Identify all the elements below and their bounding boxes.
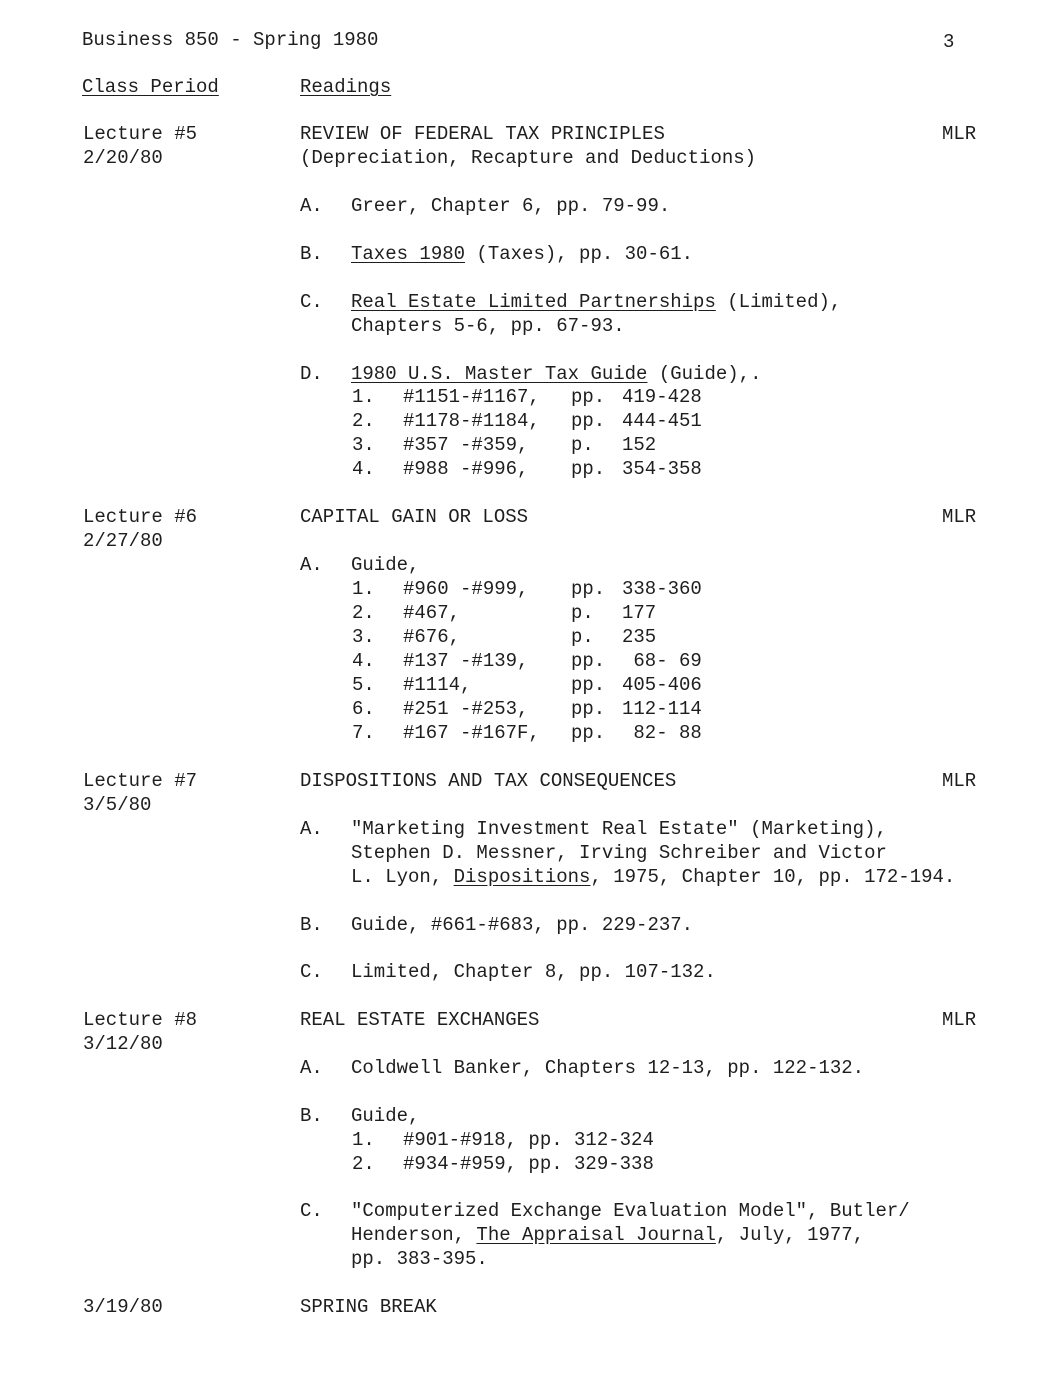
reading-text-cont: Stephen D. Messner, Irving Schreiber and Victor	[351, 842, 887, 864]
reading-text: Coldwell Banker, Chapters 12-13, pp. 122-132.	[351, 1057, 865, 1079]
instructor-initials: MLR	[942, 123, 977, 145]
lecture-title: CAPITAL GAIN OR LOSS	[300, 506, 529, 528]
lecture-label: Lecture #5	[83, 123, 198, 145]
reading-text-cont: L. Lyon, Dispositions, 1975, Chapter 10, pp. 172-194.	[351, 866, 956, 888]
reading-letter: C.	[300, 1200, 323, 1222]
reading-letter: A.	[300, 1057, 323, 1079]
instructor-initials: MLR	[942, 1009, 977, 1031]
reading-text: "Computerized Exchange Evaluation Model", Butler/	[351, 1200, 910, 1222]
reading-title: Real Estate Limited Partnerships	[351, 291, 716, 313]
reading-text: "Marketing Investment Real Estate" (Marketing),	[351, 818, 887, 840]
lecture-date: 3/5/80	[83, 794, 152, 816]
reading-text: Guide,	[351, 1105, 420, 1127]
lecture-title: REAL ESTATE EXCHANGES	[300, 1009, 540, 1031]
reading-title: The Appraisal Journal	[476, 1224, 716, 1246]
instructor-initials: MLR	[942, 506, 977, 528]
reading-letter: A.	[300, 554, 323, 576]
reading-text: Limited, Chapter 8, pp. 107-132.	[351, 961, 716, 983]
lecture-label: Lecture #6	[83, 506, 198, 528]
reading-title: Taxes 1980	[351, 243, 466, 265]
syllabus-page: Business 850 - Spring 1980 3 Class Period Readings Lecture #5 2/20/80 REVIEW OF FEDERAL TAX PRINCIPLES (Depreciation, Recapture and Deductions) MLR A. Greer, Chapter 6, pp. 79-99. B. Taxes 1980 (Taxes), pp. 30-61. C. Real Estate Limited Partnerships (Limited), Chapters 5-6, pp. 67-93. D. 1980 U.S. Master Tax Guide (Guide),. 1. #1151-#1167, pp. 419-428 2. #1178-#1184, pp. 444-451 3. #357 -#359, p. 152 4. #988 -#996, pp. 354-358 Lecture #6 2/27/80 CAPITAL GAIN OR LOSS MLR A. Guide, 1. #960 -#999, pp. 338-360 2. #467, p. 177 3. #676, p. 235 4. #137 -#139, pp. 68- 69 5. #1114, pp. 405-406 6. #251 -#253, pp. 112-114 7. #167 -#167F, pp. 82- 88 Lecture #7 3/5/80 DISPOSITIONS AND TAX CONSEQUENCES MLR A. "Marketing Investment Real Estate" (Marketing), Stephen D. Messner, Irving Schreiber and Victor L. Lyon, Dispositions, 1975, Chapter 10, pp. 172-194. B. Guide, #661-#683, pp. 229-237. C. Limited, Chapter 8, pp. 107-132. Lecture #8 3/12/80 REAL ESTATE EXCHANGES MLR A. Coldwell Banker, Chapters 12-13, pp. 122-132. B. Guide, 1. #901-#918, pp. 312-324 2. #934-#959, pp. 329-338 C. "Computerized Exchange Evaluation Model", Butler/ Henderson, The Appraisal Journal, July, 1977, pp. 383-395. 3/19/80 SPRING BREAK	[82, 29, 977, 1318]
reading-letter: B.	[300, 243, 323, 265]
reading-letter: C.	[300, 961, 323, 983]
reading-text-cont: Henderson, The Appraisal Journal, July, 1977,	[351, 1224, 865, 1246]
reading-letter: A.	[300, 195, 323, 217]
readings-heading: Readings	[300, 76, 392, 98]
reading-text: Real Estate Limited Partnerships (Limited),	[351, 291, 842, 313]
instructor-initials: MLR	[942, 770, 977, 792]
lecture-label: Lecture #7	[83, 770, 198, 792]
reading-text: Taxes 1980 (Taxes), pp. 30-61.	[351, 243, 694, 265]
class-period-heading: Class Period	[82, 76, 219, 98]
reading-text: Guide, #661-#683, pp. 229-237.	[351, 914, 694, 936]
reading-text: Guide,	[351, 554, 420, 576]
lecture-date: 2/27/80	[83, 530, 163, 552]
reading-title: Dispositions	[453, 866, 591, 888]
document-title: Business 850 - Spring 1980	[82, 29, 379, 51]
reading-text-cont: pp. 383-395.	[351, 1248, 488, 1270]
reading-letter: B.	[300, 1105, 323, 1127]
lecture-date: 3/19/80	[83, 1296, 163, 1318]
lecture-title: DISPOSITIONS AND TAX CONSEQUENCES	[300, 770, 677, 792]
reading-title: 1980 U.S. Master Tax Guide	[351, 363, 648, 385]
reading-text: Greer, Chapter 6, pp. 79-99.	[351, 195, 671, 217]
lecture-subtitle: (Depreciation, Recapture and Deductions)	[300, 147, 757, 169]
lecture-title: SPRING BREAK	[300, 1296, 437, 1318]
reading-letter: B.	[300, 914, 323, 936]
reading-text-cont: Chapters 5-6, pp. 67-93.	[351, 315, 625, 337]
lecture-date: 3/12/80	[83, 1033, 163, 1055]
reading-text: 1980 U.S. Master Tax Guide (Guide),.	[351, 363, 762, 385]
reading-letter: D.	[300, 363, 323, 385]
reading-letter: C.	[300, 291, 323, 313]
lecture-date: 2/20/80	[83, 147, 163, 169]
lecture-label: Lecture #8	[83, 1009, 198, 1031]
lecture-title: REVIEW OF FEDERAL TAX PRINCIPLES	[300, 123, 665, 145]
reading-letter: A.	[300, 818, 323, 840]
page-number: 3	[943, 31, 955, 53]
